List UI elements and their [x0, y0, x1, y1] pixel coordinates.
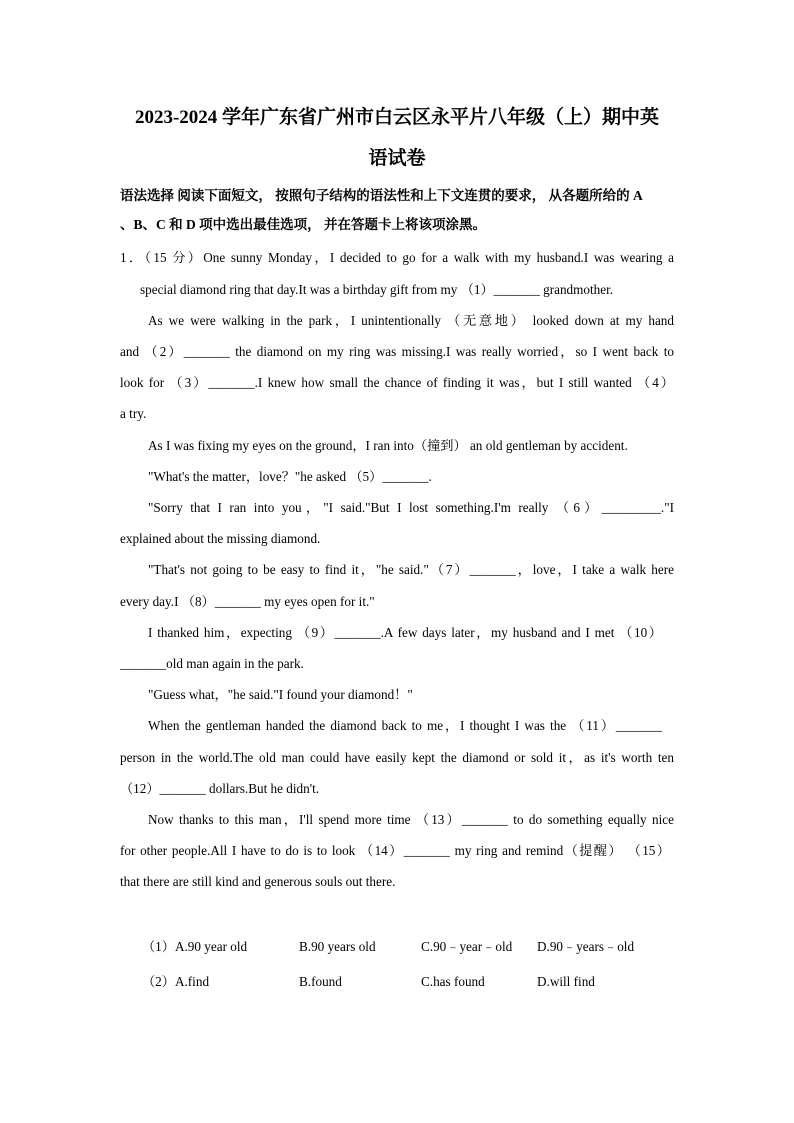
passage-line: As we were walking in the park，I unintentionally （无意地） looked down at my hand [148, 313, 674, 328]
instructions-line-1: 语法选择 阅读下面短文， 按照句子结构的语法性和上下文连贯的要求， 从各题所给的 A [120, 188, 643, 203]
passage-line: look for （3）_______.I knew how small the chance of finding it was，but I still wanted （4） [120, 375, 674, 390]
passage-line: "Sorry that I ran into you，"I said."But I lost something.I'm really （6）_________."I [148, 500, 674, 515]
passage-line: explained about the missing diamond. [120, 531, 321, 546]
passage-line: special diamond ring that day.It was a birthday gift from my （1）_______ grandmother. [140, 282, 614, 297]
option-q2-d: D.will find [537, 974, 595, 989]
option-q1-a: （1）A.90 year old [142, 939, 248, 954]
option-q2-c: C.has found [421, 974, 485, 989]
passage-line: a try. [120, 406, 147, 421]
passage-line: for other people.All I have to do is to look （14）_______ my ring and remind（提醒） （15） [120, 843, 670, 858]
option-q2-a: （2）A.find [142, 974, 210, 989]
passage-line: that there are still kind and generous souls out there. [120, 874, 396, 889]
passage-line: （12）_______ dollars.But he didn't. [120, 781, 320, 796]
passage-line: every day.I （8）_______ my eyes open for it." [120, 594, 375, 609]
passage-line: "What's the matter，love？"he asked （5）_______. [148, 469, 432, 484]
passage-line: I thanked him，expecting （9）_______.A few days later，my husband and I met （10） [148, 625, 662, 640]
exam-title-line-1: 2023-2024 学年广东省广州市白云区永平片八年级（上）期中英 [134, 107, 660, 128]
passage-line: _______old man again in the park. [120, 656, 304, 671]
passage-line: person in the world.The old man could have easily kept the diamond or sold it，as it's worth ten [120, 750, 674, 765]
passage-line: As I was fixing my eyes on the ground，I ran into（撞到） an old gentleman by accident. [148, 438, 628, 453]
passage-line: Now thanks to this man，I'll spend more time （13）_______ to do something equally nice [148, 812, 674, 827]
option-q2-b: B.found [299, 974, 342, 989]
passage-line: "That's not going to be easy to find it，"he said."（7）_______，love，I take a walk here [148, 562, 674, 577]
option-q1-d: D.90﹣years﹣old [537, 939, 635, 954]
exam-title-line-2: 语试卷 [368, 148, 426, 169]
passage-line: 1．（15 分）One sunny Monday，I decided to go for a walk with my husband.I was wearing a [120, 250, 674, 265]
option-q1-c: C.90﹣year﹣old [421, 939, 513, 954]
instructions-line-2: 、B、C 和 D 项中选出最佳选项， 并在答题卡上将该项涂黑。 [120, 217, 487, 232]
passage-line: "Guess what，"he said."I found your diamond！" [148, 687, 413, 702]
option-q1-b: B.90 years old [299, 939, 376, 954]
passage-line: When the gentleman handed the diamond back to me，I thought I was the （11）_______ [148, 718, 662, 733]
passage-line: and （2）_______ the diamond on my ring was missing.I was really worried，so I went back to [120, 344, 674, 359]
